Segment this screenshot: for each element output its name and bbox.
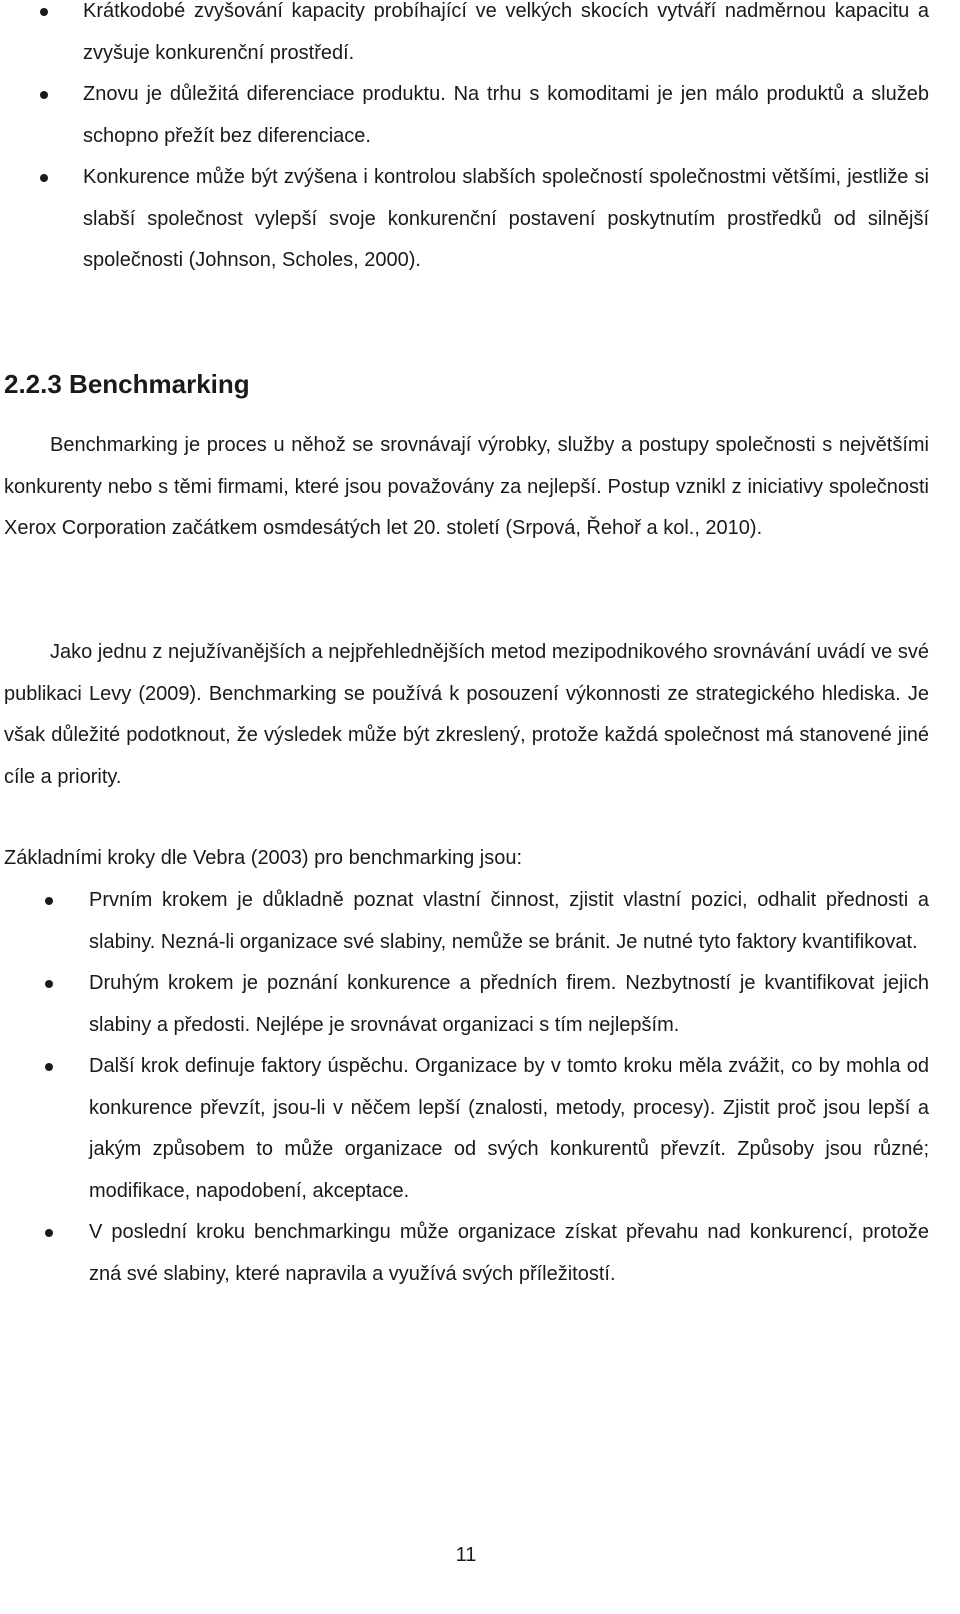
list-item-text: Další krok definuje faktory úspěchu. Organizace by v tomto kroku měla zvážit, co by mohla od konkurence převzít, jsou-li v něčem lepší (znalosti, metody, procesy). Zjistit proč jsou lepší a jakým způsobem to může organizace od svých konkurentů převzít. Způsoby jsou různé; modifikace, napodobení, akceptace.	[89, 1055, 929, 1202]
list-item-text: Konkurence může být zvýšena i kontrolou slabších společností společnostmi většími, jestliže si slabší společnost vylepší svoje konkurenční postavení poskytnutím prostředků od silnější společnosti (Johnson, Scholes, 2000).	[83, 166, 929, 271]
paragraph: Základními kroky dle Vebra (2003) pro benchmarking jsou:	[4, 847, 523, 869]
list-item	[0, 880, 929, 963]
list-item-text: Prvním krokem je důkladně poznat vlastní činnost, zjistit vlastní pozici, odhalit přednosti a slabiny. Nezná-li organizace své slabiny, nemůže se bránit. Je nutné tyto faktory kvantifikovat.	[89, 889, 929, 953]
section-heading: 2.2.3 Benchmarking	[4, 369, 250, 399]
bullet-icon	[40, 91, 48, 99]
bullet-icon	[45, 897, 53, 905]
list-item-text: Krátkodobé zvyšování kapacity probíhající ve velkých skocích vytváří nadměrnou kapacitu a zvyšuje konkurenční prostředí.	[83, 0, 929, 64]
bullet-icon	[45, 1229, 53, 1237]
list-item-text: Znovu je důležitá diferenciace produktu. Na trhu s komoditami je jen málo produktů a služeb schopno přežít bez diferenciace.	[83, 83, 929, 147]
bullet-icon	[45, 980, 53, 988]
page-number: 11	[455, 1544, 477, 1566]
list-item	[0, 963, 929, 1046]
list-item-text: V poslední kroku benchmarkingu může organizace získat převahu nad konkurencí, protože zná své slabiny, které napravila a využívá svých příležitostí.	[89, 1221, 929, 1285]
list-item-text: Druhým krokem je poznání konkurence a předních firem. Nezbytností je kvantifikovat jejich slabiny a předosti. Nejlépe je srovnávat organizaci s tím nejlepším.	[89, 972, 929, 1036]
benchmarking-steps-list	[0, 880, 929, 1295]
list-item	[0, 1212, 929, 1295]
paragraph: Jako jednu z nejužívanějších a nejpřehlednějších metod mezipodnikového srovnávání uvádí ve své publikaci Levy (2009). Benchmarking se používá k posouzení výkonnosti ze strategického hlediska. Je však důležité podotknout, že výsledek může být zkreslený, protože každá společnost má stanovené jiné cíle a priority.	[4, 641, 929, 788]
list-item	[0, 74, 929, 157]
list-item	[0, 0, 929, 74]
paragraph: Benchmarking je proces u něhož se srovnávají výrobky, služby a postupy společnosti s největšími konkurenty nebo s těmi firmami, které jsou považovány za nejlepší. Postup vznikl z iniciativy společnosti Xerox Corporation začátkem osmdesátých let 20. století (Srpová, Řehoř a kol., 2010).	[4, 434, 929, 539]
list-item	[0, 157, 929, 282]
bullet-icon	[40, 174, 48, 182]
bullet-icon	[45, 1063, 53, 1071]
competition-factors-list	[0, 0, 929, 282]
list-item	[0, 1046, 929, 1212]
bullet-icon	[40, 8, 48, 16]
